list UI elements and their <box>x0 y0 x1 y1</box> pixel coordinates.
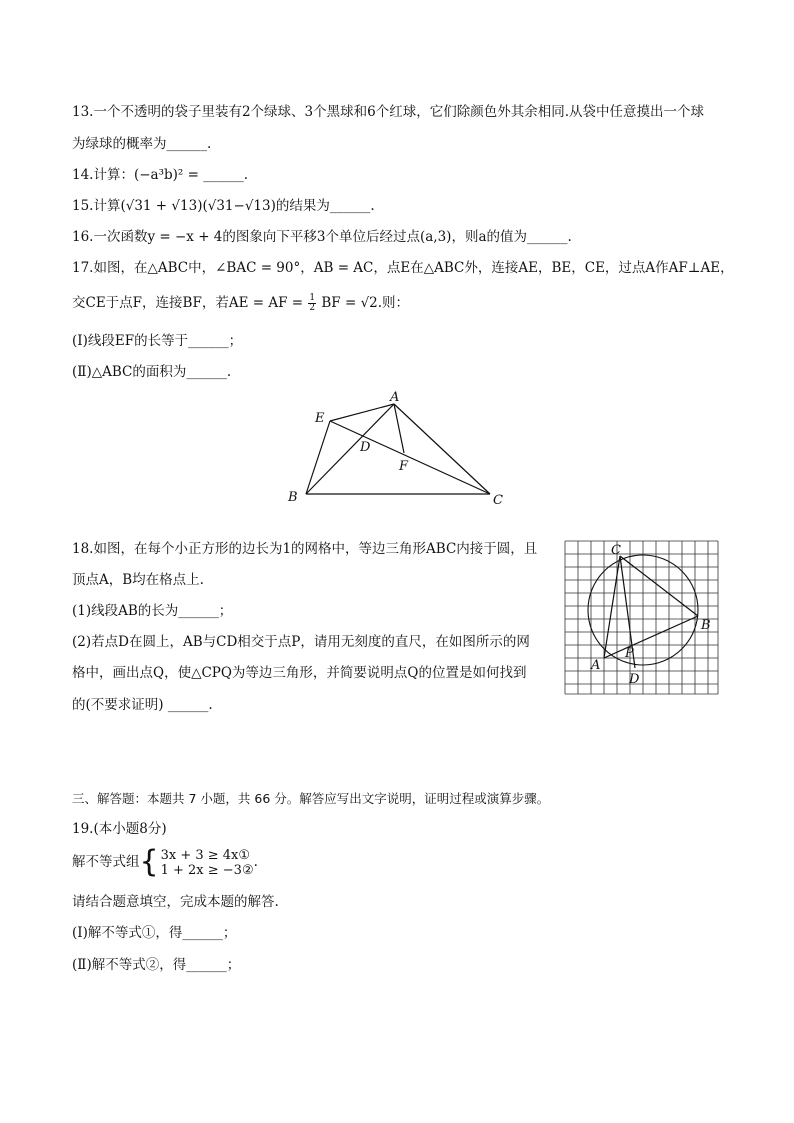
fraction-denominator: 2 <box>309 303 316 313</box>
q17-line2-end: BF = √2.则： <box>321 295 410 311</box>
q19-title: 19.(本小题8分) <box>72 821 167 837</box>
q13-line1: 13.一个不透明的袋子里装有2个绿球、3个黑球和6个红球，它们除颜色外其余相同.从袋中任意摸出一个球 <box>72 104 705 120</box>
q14-text: 14.计算：(−a³b)² = ______. <box>72 167 249 183</box>
q18-part2-line2: 格中，画出点Q，使△CPQ为等边三角形，并简要说明点Q的位置是如何找到 <box>72 665 527 681</box>
q19-part2: (Ⅱ)解不等式②，得______； <box>72 957 241 973</box>
inequality-2: 1 + 2x ≥ −3② <box>160 862 254 878</box>
label-b: B <box>288 490 298 505</box>
segment-ab <box>604 616 698 658</box>
label-b: B <box>701 618 711 633</box>
segment-ec <box>330 421 490 494</box>
q18-line2: 顶点A，B均在格点上. <box>72 572 204 588</box>
q17-part1: (Ⅰ)线段EF的长等于______； <box>72 333 243 349</box>
q17-fraction <box>308 294 316 313</box>
q15-text: 15.计算(√31 + √13)(√31−√13)的结果为______. <box>72 198 375 214</box>
segment-bc <box>620 556 698 616</box>
q18-part2-line1: (2)若点D在圆上，AB与CD相交于点P，请用无刻度的直尺，在如图所示的网 <box>72 634 530 650</box>
label-p: P <box>625 646 634 661</box>
label-c: C <box>493 493 503 508</box>
inequality-1: 3x + 3 ≥ 4x① <box>160 847 251 863</box>
label-a: A <box>591 658 601 673</box>
label-c: C <box>611 543 621 558</box>
segment-ca <box>604 556 620 658</box>
q17-line2 <box>72 294 409 313</box>
q17-part2: (Ⅱ)△ABC的面积为______. <box>72 364 232 380</box>
segment-ea <box>330 404 394 421</box>
label-d: D <box>629 672 640 687</box>
label-f: F <box>399 459 409 474</box>
q19-system <box>72 844 258 880</box>
q13-line2: 为绿球的概率为______. <box>72 136 212 152</box>
label-a: A <box>390 390 400 405</box>
q19-part1: (Ⅰ)解不等式①，得______； <box>72 925 237 941</box>
label-e: E <box>315 411 325 426</box>
inequality-system <box>161 848 254 878</box>
fraction-numerator: 1 <box>309 293 316 303</box>
q19-prompt: 解不等式组 <box>72 854 140 870</box>
q19-instruction: 请结合题意填空，完成本题的解答. <box>72 894 279 910</box>
q17-triangle-figure <box>280 385 520 510</box>
q17-line1: 17.如图，在△ABC中，∠BAC = 90°，AB = AC，点E在△ABC外，连接AE，BE，CE，过点A作AF⊥AE， <box>72 260 734 276</box>
q18-part1: (1)线段AB的长为______； <box>72 603 233 619</box>
q16-text: 16.一次函数y = −x + 4的图象向下平移3个单位后经过点(a,3)，则a的值为______. <box>72 229 572 245</box>
segment-eb <box>306 421 330 494</box>
segment-ac <box>394 404 490 494</box>
q19-period: . <box>253 854 258 870</box>
left-brace-icon: { <box>139 844 159 880</box>
q18-part2-line3: 的(不要求证明) ______. <box>72 697 213 713</box>
q18-grid-figure <box>563 539 723 697</box>
q18-line1: 18.如图，在每个小正方形的边长为1的网格中，等边三角形ABC内接于圆，且 <box>72 541 538 557</box>
section3-heading: 三、解答题：本题共 7 小题，共 66 分。解答应写出文字说明，证明过程或演算步骤。 <box>72 791 550 806</box>
q17-line2-start: 交CE于点F，连接BF，若AE = AF = <box>72 295 304 311</box>
label-d: D <box>360 440 371 455</box>
